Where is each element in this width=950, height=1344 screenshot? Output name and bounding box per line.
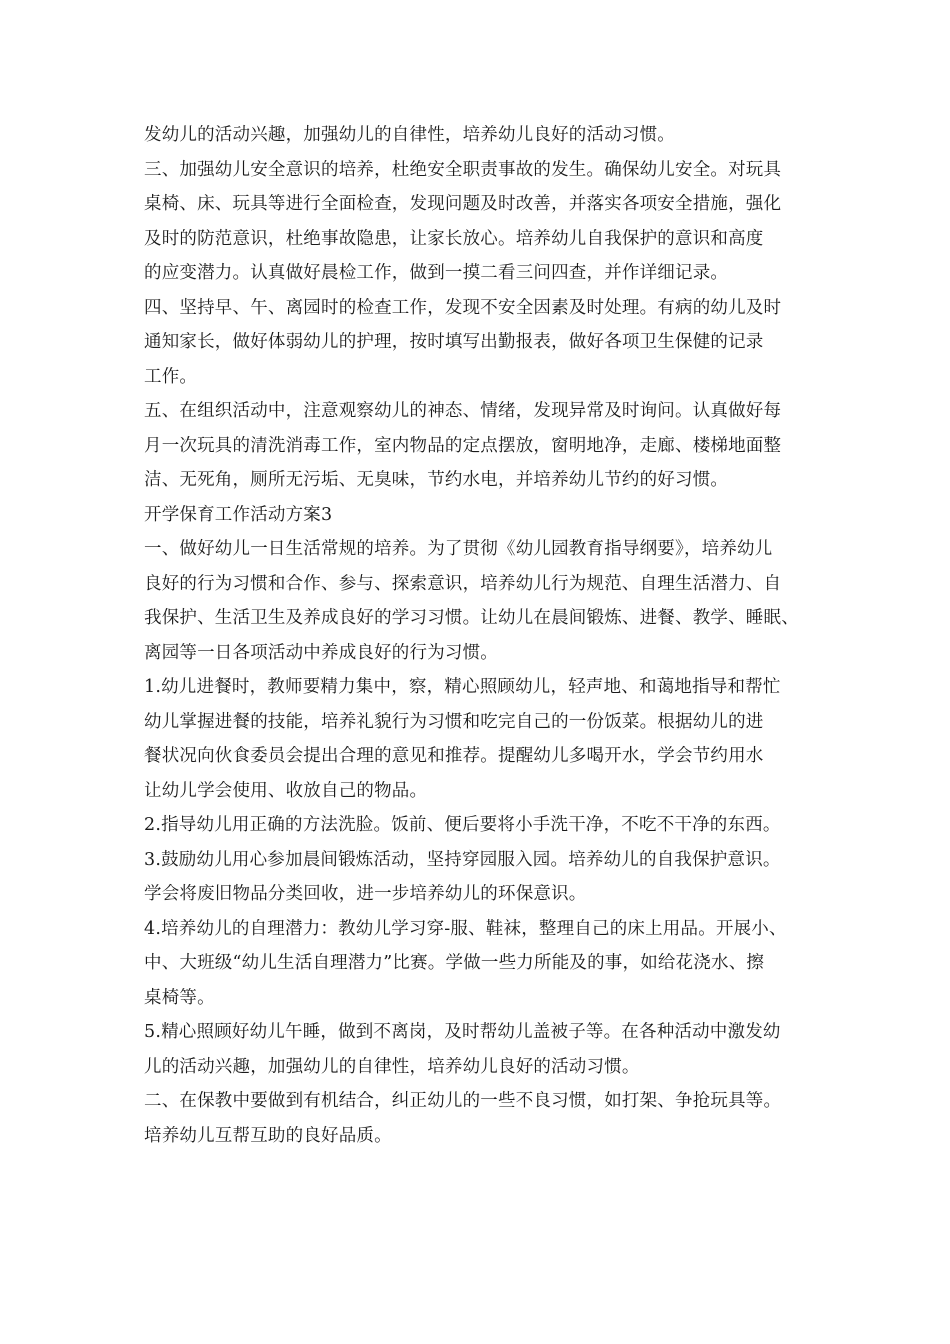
- text-line: 2.指导幼儿用正确的方法洗脸。饭前、便后要将小手洗干净，不吃不干净的东西。: [144, 815, 781, 835]
- text-line: 五、在组织活动中，注意观察幼儿的神态、情绪，发现异常及时询问。认真做好每: [144, 401, 782, 421]
- text-line: 发幼儿的活动兴趣，加强幼儿的自律性，培养幼儿良好的活动习惯。: [144, 125, 675, 145]
- text-line: 让幼儿学会使用、收放自己的物品。: [144, 780, 428, 801]
- text-line: 学会将废旧物品分类回收，进一步培养幼儿的环保意识。: [144, 884, 587, 904]
- text-line: 3.鼓励幼儿用心参加晨间锻炼活动，坚持穿园服入园。培养幼儿的自我保护意识。: [144, 849, 781, 870]
- text-line: 1.幼儿进餐时，教师要精力集中，察，精心照顾幼儿，轻声地、和蔼地指导和帮忙: [144, 677, 781, 697]
- document-body: [144, 118, 816, 1153]
- text-line: 及时的防范意识，杜绝事故隐患，让家长放心。培养幼儿自我保护的意识和高度: [144, 228, 764, 249]
- text-line: 工作。: [144, 366, 198, 387]
- text-line: 幼儿掌握进餐的技能，培养礼貌行为习惯和吃完自己的一份饭菜。根据幼儿的进: [144, 711, 764, 732]
- text-line: 三、加强幼儿安全意识的培养，杜绝安全职责事故的发生。确保幼儿安全。对玩具: [144, 159, 782, 180]
- section-heading: 开学保育工作活动方案3: [144, 504, 333, 525]
- text-line: 中、大班级“幼儿生活自理潜力”比赛。学做一些力所能及的事，如给花浇水、擦: [144, 953, 765, 973]
- text-line: 离园等一日各项活动中养成良好的行为习惯。: [144, 642, 498, 663]
- text-line: 桌椅等。: [144, 987, 215, 1008]
- text-line: 四、坚持早、午、离园时的检查工作，发现不安全因素及时处理。有病的幼儿及时: [144, 297, 782, 318]
- text-line: 桌椅、床、玩具等进行全面检查，发现问题及时改善，并落实各项安全措施，强化: [144, 194, 782, 214]
- text-line: 洁、无死角，厕所无污垢、无臭味，节约水电，并培养幼儿节约的好习惯。: [144, 470, 729, 490]
- text-line: 4.培养幼儿的自理潜力：教幼儿学习穿-服、鞋袜，整理自己的床上用品。开展小、: [144, 918, 787, 939]
- text-line: 月一次玩具的清洗消毒工作，室内物品的定点摆放，窗明地净，走廊、楼梯地面整: [144, 435, 782, 456]
- text-line: 的应变潜力。认真做好晨检工作，做到一摸二看三问四查，并作详细记录。: [144, 263, 729, 283]
- text-line: 二、在保教中要做到有机结合，纠正幼儿的一些不良习惯，如打架、争抢玩具等。: [144, 1091, 782, 1111]
- text-line: 儿的活动兴趣，加强幼儿的自律性，培养幼儿良好的活动习惯。: [144, 1056, 640, 1077]
- text-line: 培养幼儿互帮互助的良好品质。: [144, 1125, 392, 1146]
- text-line: 5.精心照顾好幼儿午睡，做到不离岗，及时帮幼儿盖被子等。在各种活动中激发幼: [144, 1022, 781, 1042]
- text-line: 我保护、生活卫生及养成良好的学习习惯。让幼儿在晨间锻炼、进餐、教学、睡眠、: [144, 608, 799, 628]
- text-line: 良好的行为习惯和合作、参与、探索意识，培养幼儿行为规范、自理生活潜力、自: [144, 573, 782, 594]
- text-line: 餐状况向伙食委员会提出合理的意见和推荐。提醒幼儿多喝开水，学会节约用水: [144, 746, 764, 766]
- text-line: 通知家长，做好体弱幼儿的护理，按时填写出勤报表，做好各项卫生保健的记录: [144, 332, 764, 352]
- text-line: 一、做好幼儿一日生活常规的培养。为了贯彻《幼儿园教育指导纲要》，培养幼儿: [144, 539, 773, 559]
